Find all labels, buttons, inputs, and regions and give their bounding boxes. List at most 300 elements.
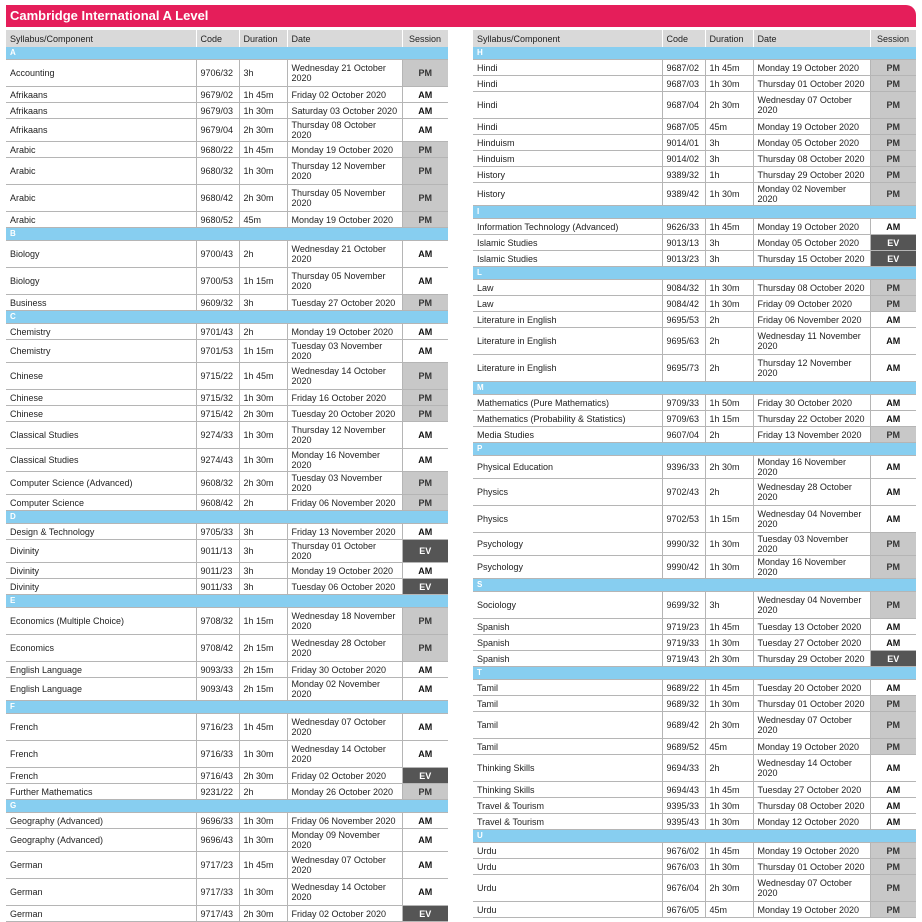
cell-date: Monday 05 October 2020 xyxy=(753,135,870,151)
cell-code: 9715/22 xyxy=(196,363,239,390)
cell-session: AM xyxy=(402,87,448,103)
cell-syllabus: Thinking Skills xyxy=(473,755,662,782)
cell-duration: 1h 30m xyxy=(705,798,753,814)
cell-syllabus: Hindi xyxy=(473,60,662,76)
cell-duration: 1h xyxy=(705,167,753,183)
cell-duration: 2h 15m xyxy=(239,662,287,678)
cell-code: 9689/22 xyxy=(662,680,705,696)
cell-syllabus: Tamil xyxy=(473,712,662,739)
cell-date: Thursday 12 November 2020 xyxy=(753,355,870,382)
cell-session: PM xyxy=(402,495,448,511)
cell-syllabus: English Language xyxy=(6,678,196,701)
section-header xyxy=(6,800,448,813)
cell-code: 9709/33 xyxy=(662,395,705,411)
cell-code: 9626/33 xyxy=(662,219,705,235)
cell-syllabus: Law xyxy=(473,296,662,312)
cell-syllabus: Urdu xyxy=(473,875,662,902)
cell-date: Tuesday 20 October 2020 xyxy=(753,680,870,696)
section-letter: I xyxy=(473,206,916,219)
cell-syllabus: History xyxy=(473,167,662,183)
cell-syllabus: Travel & Tourism xyxy=(473,798,662,814)
cell-syllabus: Urdu xyxy=(473,843,662,859)
cell-duration: 1h 50m xyxy=(705,395,753,411)
table-row xyxy=(6,212,448,228)
cell-date: Wednesday 14 October 2020 xyxy=(753,755,870,782)
cell-duration: 2h 30m xyxy=(239,472,287,495)
cell-duration: 2h 30m xyxy=(239,906,287,922)
cell-session: PM xyxy=(402,158,448,185)
cell-session: AM xyxy=(402,324,448,340)
cell-session: AM xyxy=(402,852,448,879)
table-row xyxy=(6,524,448,540)
cell-date: Friday 02 October 2020 xyxy=(287,906,402,922)
cell-syllabus: German xyxy=(6,852,196,879)
cell-date: Thursday 12 November 2020 xyxy=(287,422,402,449)
cell-syllabus: Economics (Multiple Choice) xyxy=(6,608,196,635)
cell-session: EV xyxy=(870,251,916,267)
cell-duration: 1h 45m xyxy=(705,680,753,696)
cell-code: 9990/42 xyxy=(662,556,705,579)
cell-code: 9717/23 xyxy=(196,852,239,879)
section-header xyxy=(473,206,916,219)
cell-code: 9011/13 xyxy=(196,540,239,563)
cell-session: AM xyxy=(870,680,916,696)
section-header xyxy=(6,595,448,608)
cell-session: EV xyxy=(870,651,916,667)
cell-code: 9084/42 xyxy=(662,296,705,312)
cell-code: 9708/42 xyxy=(196,635,239,662)
section-header xyxy=(473,579,916,592)
cell-date: Wednesday 14 October 2020 xyxy=(287,741,402,768)
header-code: Code xyxy=(196,30,239,47)
table-row xyxy=(473,902,916,918)
table-row xyxy=(6,158,448,185)
cell-syllabus: Afrikaans xyxy=(6,87,196,103)
table-row xyxy=(6,741,448,768)
cell-duration: 2h 30m xyxy=(239,406,287,422)
cell-duration: 2h 30m xyxy=(239,185,287,212)
table-row xyxy=(473,135,916,151)
table-row xyxy=(6,363,448,390)
cell-duration: 1h 45m xyxy=(239,142,287,158)
cell-session: AM xyxy=(402,813,448,829)
cell-code: 9676/05 xyxy=(662,902,705,918)
header-row xyxy=(6,30,448,47)
cell-code: 9687/05 xyxy=(662,119,705,135)
table-row xyxy=(6,324,448,340)
table-row xyxy=(6,295,448,311)
table-row xyxy=(473,328,916,355)
cell-duration: 1h 30m xyxy=(705,296,753,312)
cell-session: PM xyxy=(402,60,448,87)
cell-code: 9705/33 xyxy=(196,524,239,540)
cell-duration: 2h 30m xyxy=(705,712,753,739)
cell-code: 9676/02 xyxy=(662,843,705,859)
cell-syllabus: Hindi xyxy=(473,76,662,92)
cell-date: Friday 06 November 2020 xyxy=(287,495,402,511)
cell-duration: 1h 45m xyxy=(239,87,287,103)
cell-session: PM xyxy=(870,92,916,119)
cell-code: 9680/42 xyxy=(196,185,239,212)
cell-syllabus: Chinese xyxy=(6,390,196,406)
section-letter: M xyxy=(473,382,916,395)
cell-code: 9676/03 xyxy=(662,859,705,875)
cell-code: 9700/53 xyxy=(196,268,239,295)
cell-code: 9680/22 xyxy=(196,142,239,158)
cell-date: Thursday 08 October 2020 xyxy=(753,798,870,814)
cell-session: PM xyxy=(870,843,916,859)
cell-code: 9702/43 xyxy=(662,479,705,506)
table-row xyxy=(473,651,916,667)
cell-syllabus: Chemistry xyxy=(6,324,196,340)
cell-code: 9702/53 xyxy=(662,506,705,533)
cell-duration: 1h 15m xyxy=(239,268,287,295)
cell-syllabus: Afrikaans xyxy=(6,119,196,142)
cell-date: Tuesday 03 November 2020 xyxy=(287,340,402,363)
cell-syllabus: Physical Education xyxy=(473,456,662,479)
cell-date: Wednesday 21 October 2020 xyxy=(287,241,402,268)
cell-duration: 2h xyxy=(239,324,287,340)
cell-code: 9011/33 xyxy=(196,579,239,595)
cell-session: PM xyxy=(402,608,448,635)
cell-code: 9695/73 xyxy=(662,355,705,382)
cell-code: 9231/22 xyxy=(196,784,239,800)
cell-duration: 1h 15m xyxy=(239,340,287,363)
cell-duration: 3h xyxy=(239,60,287,87)
section-header xyxy=(6,701,448,714)
table-row xyxy=(6,185,448,212)
cell-date: Friday 30 October 2020 xyxy=(753,395,870,411)
cell-duration: 1h 30m xyxy=(705,76,753,92)
cell-syllabus: Business xyxy=(6,295,196,311)
table-row xyxy=(6,119,448,142)
cell-session: PM xyxy=(870,119,916,135)
cell-code: 9701/53 xyxy=(196,340,239,363)
cell-date: Friday 30 October 2020 xyxy=(287,662,402,678)
cell-duration: 1h 30m xyxy=(705,635,753,651)
cell-date: Thursday 29 October 2020 xyxy=(753,167,870,183)
cell-date: Monday 19 October 2020 xyxy=(753,902,870,918)
table-row xyxy=(473,167,916,183)
cell-syllabus: Classical Studies xyxy=(6,449,196,472)
cell-code: 9676/04 xyxy=(662,875,705,902)
cell-code: 9719/33 xyxy=(662,635,705,651)
cell-date: Monday 16 November 2020 xyxy=(753,556,870,579)
table-row xyxy=(6,579,448,595)
table-row xyxy=(6,60,448,87)
cell-date: Thursday 05 November 2020 xyxy=(287,185,402,212)
cell-session: AM xyxy=(402,268,448,295)
cell-session: EV xyxy=(402,540,448,563)
cell-code: 9715/42 xyxy=(196,406,239,422)
cell-date: Thursday 08 October 2020 xyxy=(287,119,402,142)
cell-syllabus: Economics xyxy=(6,635,196,662)
table-row xyxy=(473,556,916,579)
cell-date: Tuesday 03 November 2020 xyxy=(287,472,402,495)
cell-syllabus: Physics xyxy=(473,479,662,506)
cell-duration: 1h 30m xyxy=(705,696,753,712)
cell-code: 9389/32 xyxy=(662,167,705,183)
table-row xyxy=(473,411,916,427)
table-row xyxy=(6,103,448,119)
table-row xyxy=(473,798,916,814)
table-row xyxy=(473,456,916,479)
table-row xyxy=(6,879,448,906)
cell-date: Wednesday 11 November 2020 xyxy=(753,328,870,355)
section-letter: F xyxy=(6,701,448,714)
cell-syllabus: Computer Science xyxy=(6,495,196,511)
cell-session: PM xyxy=(402,212,448,228)
cell-session: PM xyxy=(870,60,916,76)
cell-syllabus: Design & Technology xyxy=(6,524,196,540)
cell-code: 9607/04 xyxy=(662,427,705,443)
cell-duration: 1h 30m xyxy=(239,158,287,185)
cell-code: 9694/43 xyxy=(662,782,705,798)
cell-syllabus: Mathematics (Pure Mathematics) xyxy=(473,395,662,411)
cell-session: AM xyxy=(402,879,448,906)
section-header xyxy=(473,382,916,395)
cell-session: PM xyxy=(870,76,916,92)
cell-date: Wednesday 18 November 2020 xyxy=(287,608,402,635)
cell-date: Tuesday 13 October 2020 xyxy=(753,619,870,635)
cell-syllabus: German xyxy=(6,906,196,922)
cell-duration: 1h 45m xyxy=(705,843,753,859)
cell-date: Wednesday 21 October 2020 xyxy=(287,60,402,87)
cell-date: Wednesday 04 November 2020 xyxy=(753,592,870,619)
table-row xyxy=(473,355,916,382)
cell-code: 9014/02 xyxy=(662,151,705,167)
cell-date: Monday 19 October 2020 xyxy=(753,119,870,135)
table-row xyxy=(6,340,448,363)
cell-date: Friday 06 November 2020 xyxy=(753,312,870,328)
cell-date: Wednesday 28 October 2020 xyxy=(753,479,870,506)
cell-duration: 1h 30m xyxy=(705,183,753,206)
table-row xyxy=(6,906,448,922)
section-letter: P xyxy=(473,443,916,456)
cell-syllabus: Accounting xyxy=(6,60,196,87)
cell-syllabus: Mathematics (Probability & Statistics) xyxy=(473,411,662,427)
cell-code: 9395/43 xyxy=(662,814,705,830)
table-row xyxy=(6,813,448,829)
cell-syllabus: Islamic Studies xyxy=(473,235,662,251)
cell-date: Thursday 15 October 2020 xyxy=(753,251,870,267)
cell-date: Friday 02 October 2020 xyxy=(287,768,402,784)
cell-date: Friday 13 November 2020 xyxy=(753,427,870,443)
cell-date: Thursday 01 October 2020 xyxy=(753,76,870,92)
cell-session: PM xyxy=(402,390,448,406)
cell-syllabus: Thinking Skills xyxy=(473,782,662,798)
cell-syllabus: Geography (Advanced) xyxy=(6,813,196,829)
cell-session: PM xyxy=(402,784,448,800)
cell-syllabus: Literature in English xyxy=(473,328,662,355)
cell-date: Monday 19 October 2020 xyxy=(753,739,870,755)
table-row xyxy=(6,495,448,511)
cell-session: PM xyxy=(870,167,916,183)
cell-duration: 1h 30m xyxy=(239,829,287,852)
cell-session: AM xyxy=(870,411,916,427)
cell-date: Monday 19 October 2020 xyxy=(287,563,402,579)
cell-syllabus: Sociology xyxy=(473,592,662,619)
cell-session: PM xyxy=(870,875,916,902)
table-row xyxy=(6,87,448,103)
cell-duration: 1h 45m xyxy=(705,619,753,635)
cell-duration: 1h 45m xyxy=(239,852,287,879)
cell-duration: 1h 30m xyxy=(239,449,287,472)
section-letter: G xyxy=(6,800,448,813)
table-row xyxy=(473,235,916,251)
cell-code: 9274/33 xyxy=(196,422,239,449)
cell-duration: 2h xyxy=(705,328,753,355)
cell-session: AM xyxy=(870,798,916,814)
cell-session: AM xyxy=(870,635,916,651)
section-letter: A xyxy=(6,47,448,60)
cell-syllabus: Psychology xyxy=(473,533,662,556)
table-row xyxy=(473,312,916,328)
section-header xyxy=(473,443,916,456)
table-row xyxy=(473,592,916,619)
cell-code: 9716/23 xyxy=(196,714,239,741)
cell-duration: 1h 45m xyxy=(705,782,753,798)
table-row xyxy=(6,852,448,879)
table-row xyxy=(6,635,448,662)
cell-session: PM xyxy=(870,296,916,312)
section-letter: S xyxy=(473,579,916,592)
cell-date: Wednesday 07 October 2020 xyxy=(753,875,870,902)
cell-duration: 1h 15m xyxy=(239,608,287,635)
cell-duration: 1h 30m xyxy=(239,741,287,768)
cell-date: Monday 19 October 2020 xyxy=(287,324,402,340)
timetable-right-table xyxy=(473,30,917,918)
table-row xyxy=(6,768,448,784)
cell-session: AM xyxy=(870,814,916,830)
cell-session: PM xyxy=(402,635,448,662)
cell-session: PM xyxy=(870,183,916,206)
section-header xyxy=(473,830,916,843)
section-letter: C xyxy=(6,311,448,324)
cell-session: AM xyxy=(870,755,916,782)
table-row xyxy=(473,119,916,135)
header-syllabus: Syllabus/Component xyxy=(6,30,196,47)
cell-duration: 2h xyxy=(705,312,753,328)
table-row xyxy=(6,449,448,472)
table-row xyxy=(473,782,916,798)
cell-date: Monday 09 November 2020 xyxy=(287,829,402,852)
cell-code: 9084/32 xyxy=(662,280,705,296)
cell-code: 9687/04 xyxy=(662,92,705,119)
cell-session: PM xyxy=(870,280,916,296)
cell-syllabus: History xyxy=(473,183,662,206)
table-row xyxy=(6,784,448,800)
table-row xyxy=(473,60,916,76)
cell-duration: 1h 30m xyxy=(705,556,753,579)
cell-date: Wednesday 07 October 2020 xyxy=(287,852,402,879)
header-session: Session xyxy=(402,30,448,47)
cell-duration: 2h 30m xyxy=(705,651,753,667)
cell-duration: 1h 30m xyxy=(705,859,753,875)
cell-code: 9014/01 xyxy=(662,135,705,151)
cell-code: 9706/32 xyxy=(196,60,239,87)
table-row xyxy=(473,219,916,235)
cell-syllabus: Information Technology (Advanced) xyxy=(473,219,662,235)
cell-duration: 45m xyxy=(705,902,753,918)
cell-syllabus: Biology xyxy=(6,268,196,295)
table-row xyxy=(473,92,916,119)
cell-date: Monday 19 October 2020 xyxy=(753,843,870,859)
cell-session: EV xyxy=(402,906,448,922)
cell-duration: 3h xyxy=(705,592,753,619)
page-title: Cambridge International A Level xyxy=(6,5,916,27)
section-letter: E xyxy=(6,595,448,608)
header-session: Session xyxy=(870,30,916,47)
cell-session: AM xyxy=(402,524,448,540)
cell-session: AM xyxy=(402,678,448,701)
header-syllabus: Syllabus/Component xyxy=(473,30,662,47)
section-letter: B xyxy=(6,228,448,241)
cell-duration: 2h xyxy=(705,355,753,382)
cell-date: Friday 06 November 2020 xyxy=(287,813,402,829)
cell-duration: 2h xyxy=(705,479,753,506)
cell-code: 9708/32 xyxy=(196,608,239,635)
cell-code: 9689/52 xyxy=(662,739,705,755)
cell-code: 9696/33 xyxy=(196,813,239,829)
cell-syllabus: Divinity xyxy=(6,563,196,579)
table-row xyxy=(473,506,916,533)
cell-duration: 1h 45m xyxy=(705,60,753,76)
cell-date: Thursday 29 October 2020 xyxy=(753,651,870,667)
cell-syllabus: Arabic xyxy=(6,158,196,185)
cell-code: 9608/32 xyxy=(196,472,239,495)
cell-syllabus: Hinduism xyxy=(473,135,662,151)
cell-date: Wednesday 28 October 2020 xyxy=(287,635,402,662)
cell-date: Thursday 01 October 2020 xyxy=(753,859,870,875)
cell-session: PM xyxy=(870,696,916,712)
table-row xyxy=(473,859,916,875)
cell-duration: 1h 15m xyxy=(705,411,753,427)
cell-date: Tuesday 20 October 2020 xyxy=(287,406,402,422)
cell-session: AM xyxy=(402,829,448,852)
cell-code: 9719/23 xyxy=(662,619,705,635)
cell-duration: 2h 30m xyxy=(239,768,287,784)
cell-duration: 45m xyxy=(705,119,753,135)
cell-date: Wednesday 07 October 2020 xyxy=(753,92,870,119)
table-row xyxy=(473,814,916,830)
section-letter: U xyxy=(473,830,916,843)
cell-date: Friday 02 October 2020 xyxy=(287,87,402,103)
cell-duration: 1h 45m xyxy=(239,363,287,390)
cell-session: AM xyxy=(870,479,916,506)
cell-date: Saturday 03 October 2020 xyxy=(287,103,402,119)
cell-date: Thursday 08 October 2020 xyxy=(753,280,870,296)
table-row xyxy=(473,533,916,556)
table-row xyxy=(473,395,916,411)
cell-syllabus: Arabic xyxy=(6,185,196,212)
cell-duration: 1h 30m xyxy=(239,422,287,449)
cell-session: PM xyxy=(402,363,448,390)
section-header xyxy=(6,311,448,324)
cell-session: PM xyxy=(870,712,916,739)
cell-date: Friday 13 November 2020 xyxy=(287,524,402,540)
header-date: Date xyxy=(753,30,870,47)
cell-session: AM xyxy=(402,422,448,449)
cell-duration: 2h xyxy=(705,427,753,443)
header-row xyxy=(473,30,916,47)
cell-syllabus: Biology xyxy=(6,241,196,268)
cell-date: Monday 19 October 2020 xyxy=(753,60,870,76)
cell-syllabus: Hindi xyxy=(473,92,662,119)
cell-session: AM xyxy=(870,619,916,635)
cell-syllabus: Urdu xyxy=(473,902,662,918)
cell-syllabus: Classical Studies xyxy=(6,422,196,449)
